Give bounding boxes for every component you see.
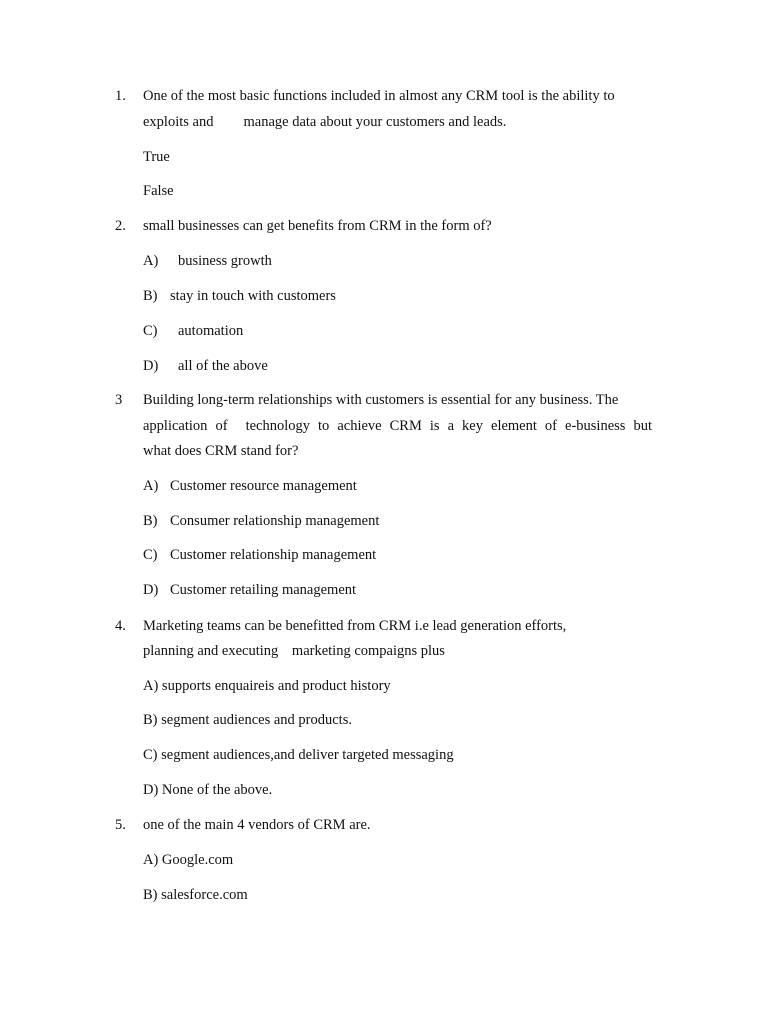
answer-option-true: True xyxy=(143,149,170,165)
option-text: Customer resource management xyxy=(170,478,357,494)
option-text: automation xyxy=(178,323,244,339)
option-text: A) Google.com xyxy=(143,852,234,868)
option-letter: D) xyxy=(143,582,159,598)
option-text: A) supports enquaireis and product history xyxy=(143,678,391,694)
option-text: C) segment audiences,and deliver targeted messaging xyxy=(143,747,454,763)
question-text-line: Marketing teams can be benefitted from CRM i.e lead generation efforts, xyxy=(143,618,567,634)
question-text-line: small businesses can get benefits from CRM in the form of? xyxy=(143,218,492,234)
question-text-line: exploits and manage data about your customers and leads. xyxy=(143,114,507,130)
question-number: 4. xyxy=(115,618,126,634)
option-letter: B) xyxy=(143,288,158,304)
question-number: 5. xyxy=(115,817,126,833)
option-text: Customer retailing management xyxy=(170,582,357,598)
option-text: Consumer relationship management xyxy=(170,513,380,529)
option-letter: C) xyxy=(143,547,158,563)
option-text: stay in touch with customers xyxy=(170,288,336,304)
question-number: 1. xyxy=(115,88,126,104)
option-text: D) None of the above. xyxy=(143,782,273,798)
question-text-line: one of the main 4 vendors of CRM are. xyxy=(143,817,371,833)
question-text-line: planning and executing marketing compaigns plus xyxy=(143,643,445,659)
option-letter: A) xyxy=(143,478,159,494)
option-text: B) segment audiences and products. xyxy=(143,712,352,728)
question-text-line: Building long-term relationships with customers is essential for any business. The xyxy=(143,392,619,408)
option-text: all of the above xyxy=(178,358,268,374)
option-text: business growth xyxy=(178,253,272,269)
question-number: 2. xyxy=(115,218,126,234)
question-text-line: what does CRM stand for? xyxy=(143,443,299,459)
option-text: Customer relationship management xyxy=(170,547,377,563)
question-number: 3 xyxy=(115,392,123,408)
option-letter: D) xyxy=(143,358,159,374)
question-text-line: One of the most basic functions included in almost any CRM tool is the ability to xyxy=(143,88,615,104)
option-text: B) salesforce.com xyxy=(143,887,248,903)
option-letter: B) xyxy=(143,513,158,529)
option-letter: C) xyxy=(143,323,158,339)
question-text-line: application of technology to achieve CRM is a key element of e-business but xyxy=(143,418,652,434)
option-letter: A) xyxy=(143,253,159,269)
answer-option-false: False xyxy=(143,183,174,199)
